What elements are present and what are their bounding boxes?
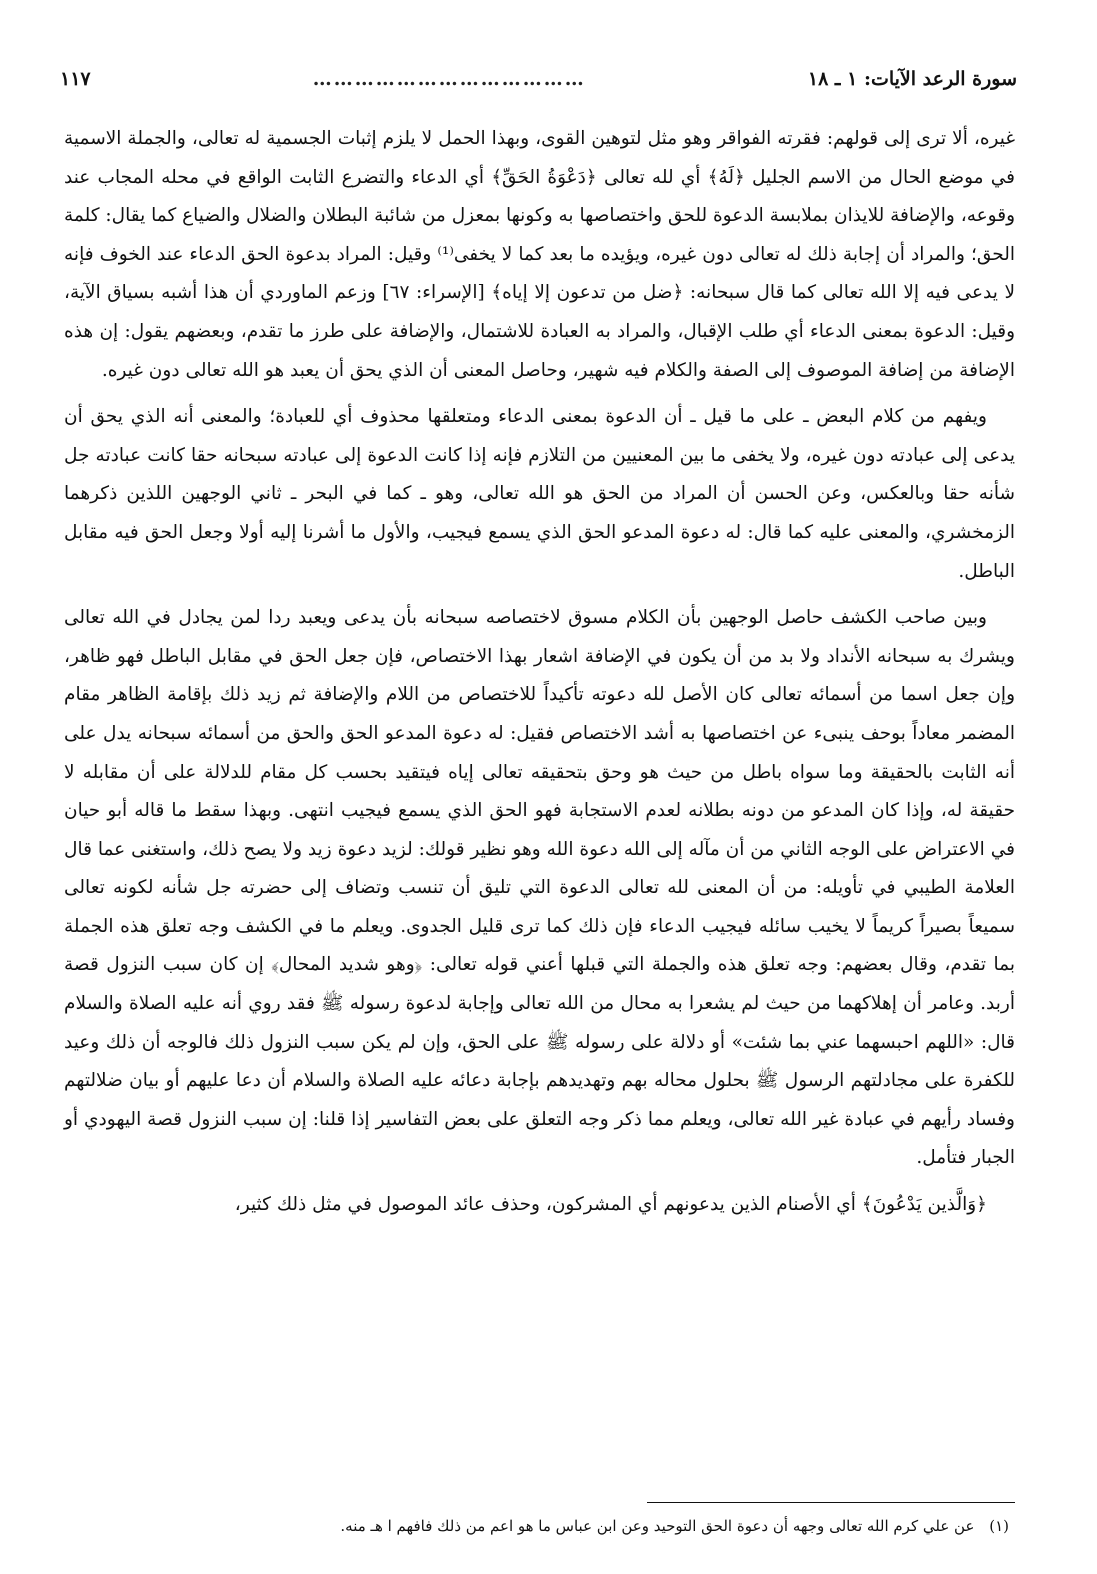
paragraph: ﴿وَالَّذين يَدْعُونَ﴾ أي الأصنام الذين يدعونهم أي المشركون، وحذف عائد الموصول في مثل ذلك كثير، — [234, 1194, 987, 1216]
paragraph: غيره، ألا ترى إلى قولهم: فقرته الفواقر وهو مثل لتوهين القوى، وبهذا الحمل لا يلزم إثبات الجسمية له تعالى، والجملة الاسمية في موضع الحال من الاسم الجليل ﴿لَهُ﴾ أي لله تعالى ﴿دَعْوَةُ الحَقِّ﴾ أي الدعاء والتضرع الثابت الواقع في محله المجاب عند وقوعه، والإضافة للايذان بملابسة الدعوة للحق واختصاصها به وكونها بمعزل من شائبة البطلان والضلال والضياع كما يقال: كلمة الحق؛ والمراد أن إجابة ذلك له تعالى دون غيره، ويؤيده ما بعد كما لا يخفى⁽¹⁾ وقيل: المراد بدعوة الحق الدعاء عند الخوف فإنه لا يدعى فيه إلا الله تعالى كما قال سبحانه: ﴿ضل من تدعون إلا إياه﴾ [الإسراء: ٦٧] وزعم الماوردي أن هذا أشبه بسياق الآية، وقيل: الدعوة بمعنى الدعاء أي طلب الإقبال، والمراد به العبادة للاشتمال، والإضافة على طرز ما تقدم، وبعضهم يقول: إن هذه الإضافة من إضافة الموصوف إلى الصفة والكلام فيه شهير، وحاصل المعنى أن الذي يحق أن يعبد هو الله تعالى دون غيره. — [63, 128, 1016, 381]
main-text — [64, 120, 1015, 1233]
footnote-number: (١) — [989, 1517, 1009, 1535]
footnote-separator — [647, 1502, 1015, 1503]
footnote — [64, 1514, 1009, 1538]
paragraph: وبين صاحب الكشف حاصل الوجهين بأن الكلام مسوق لاختصاصه سبحانه بأن يدعى ويعبد ردا لمن يجادل في الله تعالى ويشرك به سبحانه الأنداد ولا بد من أن يكون في الإضافة اشعار بهذا الاختصاص، فإن جعل الحق في مقابل الباطل فهو ظاهر، وإن جعل اسما من أسمائه تعالى كان الأصل لله دعوته تأكيداً للاختصاص من اللام والإضافة ثم زيد ذلك بإقامة الظاهر مقام المضمر معاداً بوحف ينبىء عن اختصاصها به أشد الاختصاص فقيل: له دعوة المدعو الحق والحق من أسمائه سبحانه يدل على أنه الثابت بالحقيقة وما سواه باطل من حيث هو وحق بتحقيقه تعالى إياه فيتقيد بحسب كل مقام للدلالة على أن مقابله لا حقيقة له، وإذا كان المدعو من دونه بطلانه لعدم الاستجابة فهو الحق الذي يسمع فيجيب انتهى. وبهذا سقط ما قاله أبو حيان في الاعتراض على الوجه الثاني من أن مآله إلى الله دعوة الله وهو نظير قولك: لزيد دعوة زيد ولا يصح ذلك، واستغنى عما قال العلامة الطيبي في تأويله: من أن المعنى لله تعالى الدعوة التي تليق أن تنسب وتضاف إلى حضرته جل شأنه لكونه تعالى سميعاً بصيراً كريماً لا يخيب سائله فيجيب الدعاء فإن ذلك كما ترى قليل الجدوى. ويعلم ما في الكشف وجه تعلق هذه الجملة بما تقدم، وقال بعضهم: وجه تعلق هذه والجملة التي قبلها أعني قوله تعالى: ﴿وهو شديد المحال﴾ إن كان سبب النزول قصة أربد. وعامر أن إهلاكهما من حيث لم يشعرا به محال من الله تعالى وإجابة لدعوة رسوله ﷺ فقد روي أنه عليه الصلاة والسلام قال: «اللهم احبسهما عني بما شئت» أو دلالة على رسوله ﷺ على الحق، وإن لم يكن سبب النزول ذلك فالوجه أن ذلك وعيد للكفرة على مجادلتهم الرسول ﷺ بحلول محاله بهم وتهديدهم بإجابة دعائه عليه الصلاة والسلام أن دعا عليهم أو بيان ضلالتهم وفساد رأيهم في عبادة غير الله تعالى، ويعلم مما ذكر وجه التعلق على بعض التفاسير إذا قلنا: إن سبب النزول قصة اليهودي أو الجبار فتأمل. — [64, 607, 1015, 1169]
header-leader-dots: ………………………………… — [312, 68, 586, 90]
paragraph: ويفهم من كلام البعض ـ على ما قيل ـ أن الدعوة بمعنى الدعاء ومتعلقها محذوف أي للعبادة؛ والمعنى أنه الذي يحق أن يدعى إلى عبادته دون غيره، ولا يخفى ما بين المعنيين من التلازم فإنه إذا كانت الدعوة إلى عبادته سبحانه حقا كانت عبادته جل شأنه حقا وبالعكس، وعن الحسن أن المراد من الحق هو الله تعالى، وهو ـ كما في البحر ـ ثاني الوجهين اللذين ذكرهما الزمخشري، والمعنى عليه كما قال: له دعوة المدعو الحق الذي يسمع فيجيب، والأول ما أشرنا إليه أولا وجعل الحق فيه مقابل الباطل. — [64, 406, 1015, 582]
footnote-text: عن علي كرم الله تعالى وجهه أن دعوة الحق التوحيد وعن ابن عباس ما هو اعم من ذلك فافهم ا هـ منه. — [340, 1517, 975, 1535]
running-header — [60, 62, 1017, 96]
page-number: ١١٧ — [60, 68, 91, 90]
header-surah-title: سورة الرعد الآيات: ١ ـ ١٨ — [807, 68, 1017, 90]
